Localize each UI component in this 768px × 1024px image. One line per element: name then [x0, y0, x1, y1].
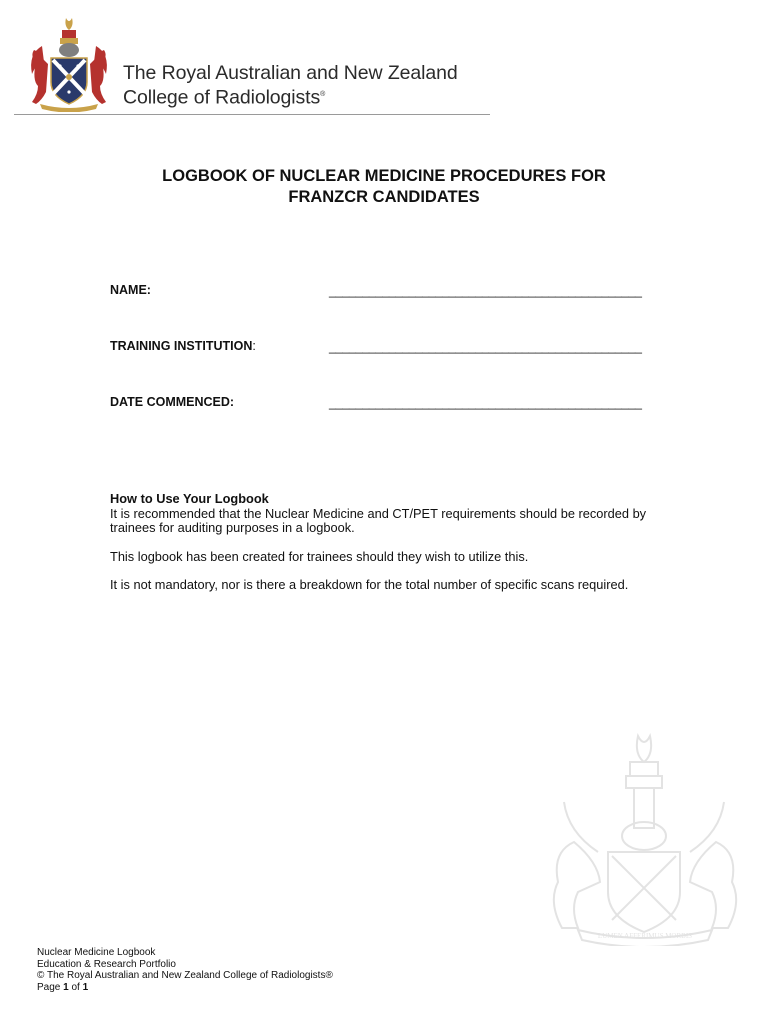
- footer-line-2: Education & Research Portfolio: [37, 958, 176, 970]
- college-name-line2: [123, 84, 458, 109]
- how-to-use-paragraph-2: This logbook has been created for trainees should they wish to utilize this.: [110, 548, 529, 564]
- page-word: Page: [37, 981, 61, 993]
- college-name-line1: The Royal Australian and New Zealand: [123, 62, 458, 84]
- date-commenced-blank-line[interactable]: _______________________________________________: [329, 396, 642, 410]
- how-to-use-paragraph-1: It is recommended that the Nuclear Medicine and CT/PET requirements should be recorded by trainees for auditing purposes in a logbook.: [110, 505, 647, 535]
- training-institution-label: [110, 339, 256, 353]
- page-footer: [37, 947, 333, 993]
- college-crest-logo: [22, 16, 116, 112]
- page-of: of: [71, 981, 80, 993]
- date-commenced-label: DATE COMMENCED:: [110, 395, 235, 409]
- document-title: [0, 166, 768, 208]
- watermark-motto: LUMEN AFFERIMUS MORBIS: [597, 932, 693, 940]
- training-institution-colon: :: [252, 339, 256, 353]
- footer-copyright: © The Royal Australian and New Zealand College of Radiologists®: [37, 970, 333, 981]
- crest-watermark: [538, 732, 752, 946]
- footer-line-1: Nuclear Medicine Logbook: [37, 947, 156, 958]
- letterhead: [14, 12, 490, 116]
- page-current: 1: [63, 981, 69, 993]
- how-to-use-heading: How to Use Your Logbook: [110, 491, 269, 506]
- training-institution-blank-line[interactable]: _______________________________________________: [329, 340, 642, 354]
- training-institution-label-text: TRAINING INSTITUTION: [110, 339, 253, 353]
- footer-page-number: [37, 982, 333, 994]
- name-blank-line[interactable]: _______________________________________________: [329, 284, 642, 298]
- college-name: [123, 62, 458, 109]
- header-divider: [14, 114, 490, 115]
- registered-mark: ®: [320, 91, 326, 98]
- college-name-line2-text: College of Radiologists: [123, 86, 321, 109]
- document-title-line1: LOGBOOK OF NUCLEAR MEDICINE PROCEDURES FOR: [162, 167, 606, 185]
- how-to-use-section: [110, 492, 650, 593]
- name-label: NAME:: [110, 283, 151, 297]
- page-total: 1: [82, 981, 89, 993]
- how-to-use-paragraph-3: It is not mandatory, nor is there a breakdown for the total number of specific scans required.: [110, 577, 629, 592]
- document-title-line2: FRANZCR CANDIDATES: [288, 188, 480, 206]
